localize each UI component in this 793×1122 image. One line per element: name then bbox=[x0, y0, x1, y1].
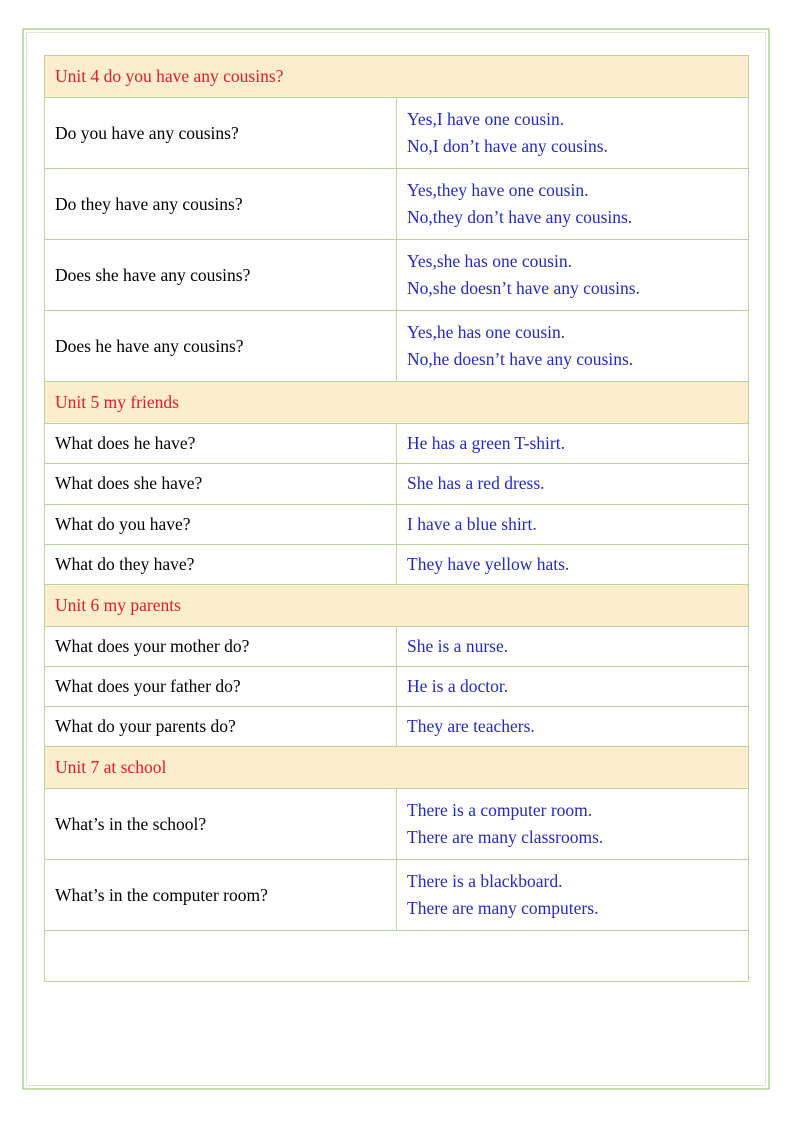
answer-cell bbox=[397, 169, 749, 240]
answer-line: No,he doesn’t have any cousins. bbox=[407, 349, 634, 370]
table-row bbox=[45, 240, 749, 311]
question-cell: What’s in the school? bbox=[45, 789, 397, 860]
answer-line: There is a computer room. bbox=[407, 800, 593, 821]
answer-cell: I have a blue shirt. bbox=[397, 504, 749, 544]
answer-cell bbox=[397, 789, 749, 860]
answer-cell: She has a red dress. bbox=[397, 464, 749, 504]
answer-cell: They are teachers. bbox=[397, 707, 749, 747]
table-row bbox=[45, 707, 749, 747]
answer-cell bbox=[397, 860, 749, 931]
answer-line: No,I don’t have any cousins. bbox=[407, 136, 608, 157]
answer-line: No,they don’t have any cousins. bbox=[407, 207, 633, 228]
question-cell: Does she have any cousins? bbox=[45, 240, 397, 311]
table-row bbox=[45, 584, 749, 626]
question-cell: Do they have any cousins? bbox=[45, 169, 397, 240]
unit-header: Unit 4 do you have any cousins? bbox=[45, 56, 749, 98]
unit-header: Unit 7 at school bbox=[45, 747, 749, 789]
table-row bbox=[45, 382, 749, 424]
table-row bbox=[45, 169, 749, 240]
answer-cell bbox=[397, 311, 749, 382]
answer-line: Yes,they have one cousin. bbox=[407, 180, 589, 200]
answer-cell: They have yellow hats. bbox=[397, 544, 749, 584]
table-row bbox=[45, 931, 749, 982]
answer-line: Yes,she has one cousin. bbox=[407, 251, 572, 271]
answer-line: There are many computers. bbox=[407, 898, 599, 919]
answer-cell: He is a doctor. bbox=[397, 667, 749, 707]
table-body bbox=[45, 56, 749, 982]
answer-cell: He has a green T-shirt. bbox=[397, 424, 749, 464]
table-row bbox=[45, 504, 749, 544]
question-cell: What does your father do? bbox=[45, 667, 397, 707]
table-row bbox=[45, 667, 749, 707]
table-row bbox=[45, 747, 749, 789]
answer-line: Yes,he has one cousin. bbox=[407, 322, 566, 342]
answer-line: There are many classrooms. bbox=[407, 827, 604, 848]
answer-cell bbox=[397, 240, 749, 311]
question-cell: What’s in the computer room? bbox=[45, 860, 397, 931]
answer-line: Yes,I have one cousin. bbox=[407, 109, 565, 129]
answer-cell bbox=[397, 98, 749, 169]
table-row bbox=[45, 544, 749, 584]
question-cell: What do your parents do? bbox=[45, 707, 397, 747]
empty-cell bbox=[45, 931, 749, 982]
table-row bbox=[45, 860, 749, 931]
table-row bbox=[45, 789, 749, 860]
question-cell: What does your mother do? bbox=[45, 626, 397, 666]
question-cell: What do you have? bbox=[45, 504, 397, 544]
table-row bbox=[45, 311, 749, 382]
question-cell: What do they have? bbox=[45, 544, 397, 584]
table-row bbox=[45, 424, 749, 464]
table-row bbox=[45, 626, 749, 666]
question-cell: What does she have? bbox=[45, 464, 397, 504]
answer-cell: She is a nurse. bbox=[397, 626, 749, 666]
question-cell: Do you have any cousins? bbox=[45, 98, 397, 169]
question-cell: Does he have any cousins? bbox=[45, 311, 397, 382]
answer-line: There is a blackboard. bbox=[407, 871, 563, 892]
table-row bbox=[45, 56, 749, 98]
answer-line: No,she doesn’t have any cousins. bbox=[407, 278, 640, 299]
question-cell: What does he have? bbox=[45, 424, 397, 464]
table-row bbox=[45, 98, 749, 169]
table-row bbox=[45, 464, 749, 504]
unit-header: Unit 6 my parents bbox=[45, 584, 749, 626]
phrases-table bbox=[44, 55, 749, 982]
unit-header: Unit 5 my friends bbox=[45, 382, 749, 424]
